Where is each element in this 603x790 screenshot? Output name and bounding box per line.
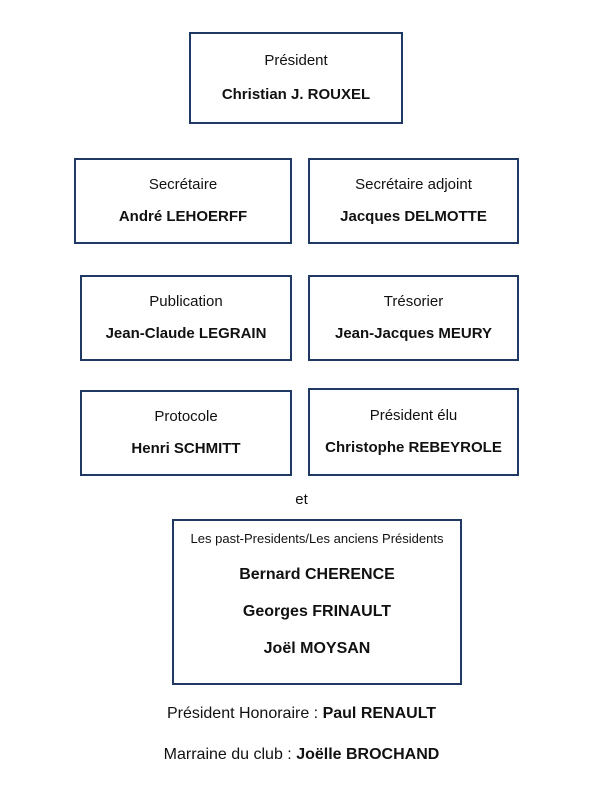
node-person: Christophe REBEYROLE xyxy=(325,439,502,456)
node-past-presidents xyxy=(172,519,462,685)
node-person: André LEHOERFF xyxy=(118,208,248,225)
node-person: Henri SCHMITT xyxy=(131,440,241,457)
footnote-value: Paul RENAULT xyxy=(322,705,437,722)
node-role: Secrétaire adjoint xyxy=(355,176,472,193)
node-person: Jean-Jacques MEURY xyxy=(334,325,492,342)
footnote-president-honoraire xyxy=(0,705,603,723)
node-protocole xyxy=(80,390,292,476)
group-member: Bernard CHERENCE xyxy=(239,565,395,583)
node-role: Président élu xyxy=(369,407,458,424)
footnote-marraine-du-club xyxy=(0,746,603,764)
footnote-label: Marraine du club : xyxy=(163,746,297,763)
node-president xyxy=(189,32,403,124)
node-role: Président xyxy=(264,52,328,69)
group-title: Les past-Presidents/Les anciens Présidents xyxy=(190,531,444,546)
group-member: Joël MOYSAN xyxy=(263,639,371,657)
node-secretaire xyxy=(74,158,292,244)
group-member: Georges FRINAULT xyxy=(242,602,392,620)
node-tresorier xyxy=(308,275,519,361)
node-role: Publication xyxy=(149,293,223,310)
node-person: Jean-Claude LEGRAIN xyxy=(105,325,267,342)
footnote-label: Président Honoraire : xyxy=(166,705,323,722)
node-role: Protocole xyxy=(154,408,218,425)
node-person: Christian J. ROUXEL xyxy=(221,86,371,103)
node-role: Trésorier xyxy=(383,293,444,310)
node-president-elu xyxy=(308,388,519,476)
node-role: Secrétaire xyxy=(148,176,218,193)
node-secretaire-adjoint xyxy=(308,158,519,244)
footnote-value: Joëlle BROCHAND xyxy=(296,746,440,763)
connector-label: et xyxy=(295,491,308,508)
node-person: Jacques DELMOTTE xyxy=(340,208,487,225)
node-publication xyxy=(80,275,292,361)
